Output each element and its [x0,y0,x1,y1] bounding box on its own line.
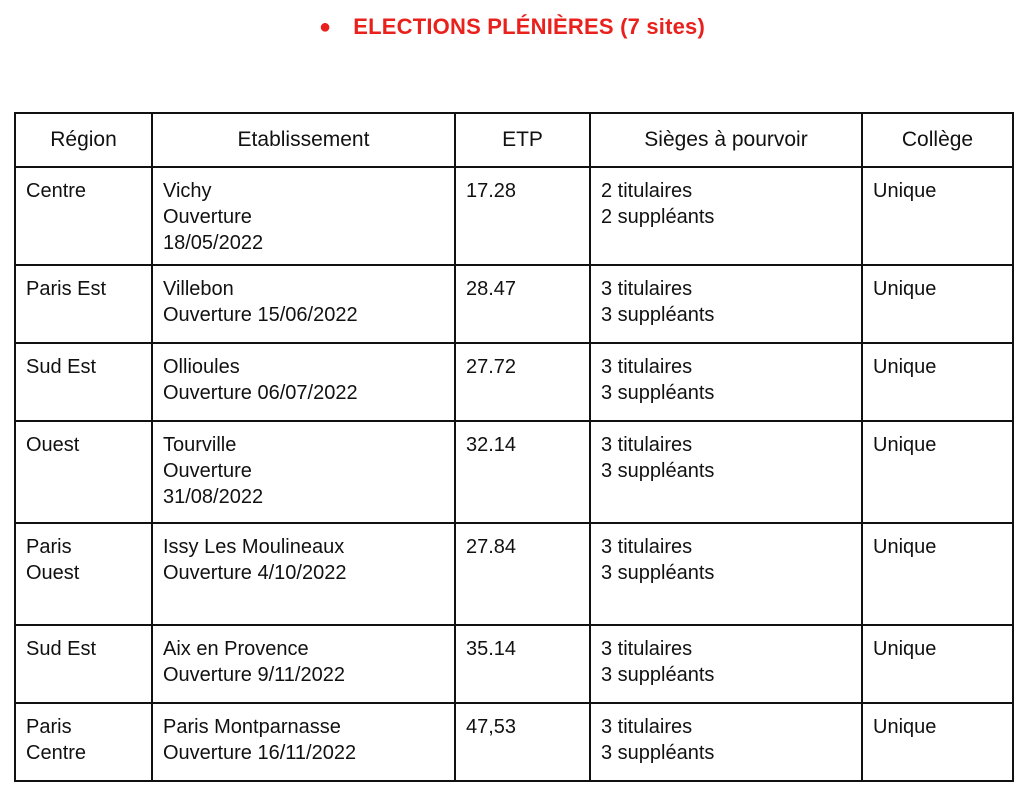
cell-region: Paris Centre [15,703,152,781]
cell-sieges: 3 titulaires 3 suppléants [590,523,862,625]
cell-etablissement: Tourville Ouverture 31/08/2022 [152,421,455,523]
title-text: ELECTIONS PLÉNIÈRES (7 sites) [353,14,706,39]
header-region: Région [15,113,152,167]
header-college: Collège [862,113,1013,167]
cell-sieges: 3 titulaires 3 suppléants [590,265,862,343]
table-header-row [15,113,1013,167]
cell-region: Paris Ouest [15,523,152,625]
cell-sieges: 3 titulaires 3 suppléants [590,343,862,421]
header-sieges: Sièges à pourvoir [590,113,862,167]
cell-college: Unique [862,523,1013,625]
cell-sieges: 2 titulaires 2 suppléants [590,167,862,265]
cell-region: Sud Est [15,625,152,703]
header-etp: ETP [455,113,590,167]
cell-etp: 28.47 [455,265,590,343]
cell-etp: 27.72 [455,343,590,421]
cell-sieges: 3 titulaires 3 suppléants [590,625,862,703]
table-row [15,703,1013,781]
cell-etp: 47,53 [455,703,590,781]
cell-etp: 32.14 [455,421,590,523]
cell-sieges: 3 titulaires 3 suppléants [590,703,862,781]
elections-table [14,112,1014,782]
cell-etp: 27.84 [455,523,590,625]
cell-region: Sud Est [15,343,152,421]
cell-region: Paris Est [15,265,152,343]
cell-college: Unique [862,703,1013,781]
bullet-icon: ● [318,16,332,38]
cell-college: Unique [862,265,1013,343]
cell-etablissement: Villebon Ouverture 15/06/2022 [152,265,455,343]
document-title [0,14,1024,40]
cell-college: Unique [862,167,1013,265]
cell-sieges: 3 titulaires 3 suppléants [590,421,862,523]
cell-etablissement: Issy Les Moulineaux Ouverture 4/10/2022 [152,523,455,625]
cell-etablissement: Aix en Provence Ouverture 9/11/2022 [152,625,455,703]
cell-etablissement: Ollioules Ouverture 06/07/2022 [152,343,455,421]
table-row [15,625,1013,703]
table-row [15,523,1013,625]
table-row [15,421,1013,523]
cell-etablissement: Paris Montparnasse Ouverture 16/11/2022 [152,703,455,781]
table-row [15,167,1013,265]
cell-etp: 35.14 [455,625,590,703]
cell-college: Unique [862,625,1013,703]
table-row [15,265,1013,343]
header-etablissement: Etablissement [152,113,455,167]
cell-college: Unique [862,343,1013,421]
cell-etablissement: Vichy Ouverture 18/05/2022 [152,167,455,265]
cell-region: Centre [15,167,152,265]
table-row [15,343,1013,421]
cell-region: Ouest [15,421,152,523]
cell-college: Unique [862,421,1013,523]
cell-etp: 17.28 [455,167,590,265]
